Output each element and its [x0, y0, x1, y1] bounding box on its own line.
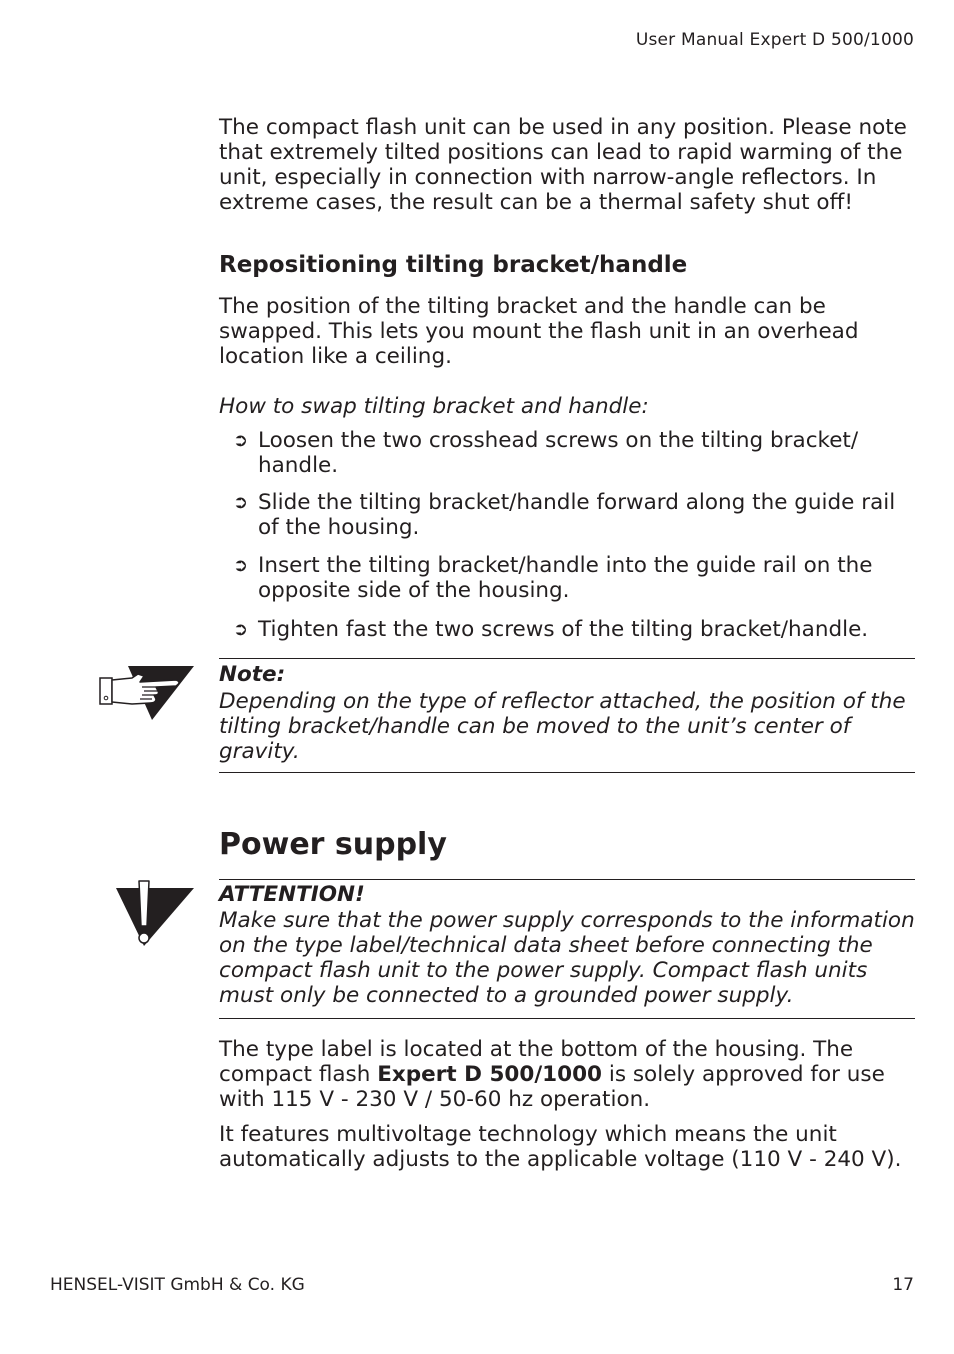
pointing-hand-icon [98, 664, 194, 720]
step-text: Slide the tilting bracket/handle forward along the guide rail of the housing. [258, 490, 896, 540]
intro-paragraph: The compact flash unit can be used in any position. Please note that extremely tilted positions can lead to rapid warming of the unit, especially in connection with narrow-angle reflectors. In extreme cases, the result can be a thermal safety shut off! [219, 115, 907, 215]
note-body: Depending on the type of reflector attached, the position of the tilting bracket/handle can be moved to the unit’s center of gravity. [219, 689, 906, 764]
arrow-bullet-icon: ➲ [233, 430, 249, 451]
step-item [233, 490, 913, 540]
footer-company: HENSEL-VISIT GmbH & Co. KG [50, 1275, 305, 1295]
step-item [233, 428, 913, 478]
step-text: Loosen the two crosshead screws on the tilting bracket/ handle. [258, 428, 859, 478]
type-label-text-end: is solely approved for use with 115 V - 230 V / 50-60 hz operation. [219, 1062, 885, 1112]
arrow-bullet-icon: ➲ [233, 619, 249, 640]
attention-bottom-rule [219, 1018, 915, 1019]
attention-body: Make sure that the power supply corresponds to the information on the type label/technical data sheet before connecting the compact flash unit to the power supply. Compact flash units must only be connected to a grounded power supply. [219, 908, 915, 1008]
model-name: Expert D 500/1000 [377, 1062, 603, 1087]
type-label-paragraph [219, 1037, 915, 1112]
multivoltage-paragraph: It features multivoltage technology which means the unit automatically adjusts to the applicable voltage (110 V - 240 V). [219, 1122, 902, 1172]
arrow-bullet-icon: ➲ [233, 492, 249, 513]
attention-title: ATTENTION! [219, 882, 365, 907]
power-supply-heading: Power supply [219, 827, 447, 862]
repositioning-paragraph: The position of the tilting bracket and the handle can be swapped. This lets you mount the flash unit in an overhead location like a ceiling. [219, 294, 859, 369]
type-label-text: The type label is located at the bottom of the housing. The compact flash [219, 1037, 854, 1087]
step-text: Tighten fast the two screws of the tilting bracket/handle. [258, 617, 869, 642]
repositioning-heading: Repositioning tilting bracket/handle [219, 252, 688, 278]
arrow-bullet-icon: ➲ [233, 555, 249, 576]
page-number: 17 [892, 1275, 914, 1295]
note-top-rule [219, 658, 915, 659]
note-title: Note: [219, 662, 286, 687]
howto-caption: How to swap tilting bracket and handle: [219, 394, 649, 419]
exclamation-warning-icon [116, 880, 194, 948]
note-bottom-rule [219, 772, 915, 773]
running-header: User Manual Expert D 500/1000 [635, 30, 914, 50]
step-text: Insert the tilting bracket/handle into the guide rail on the opposite side of the housing. [258, 553, 873, 603]
attention-top-rule [219, 879, 915, 880]
step-item [233, 617, 913, 642]
step-item [233, 553, 913, 603]
